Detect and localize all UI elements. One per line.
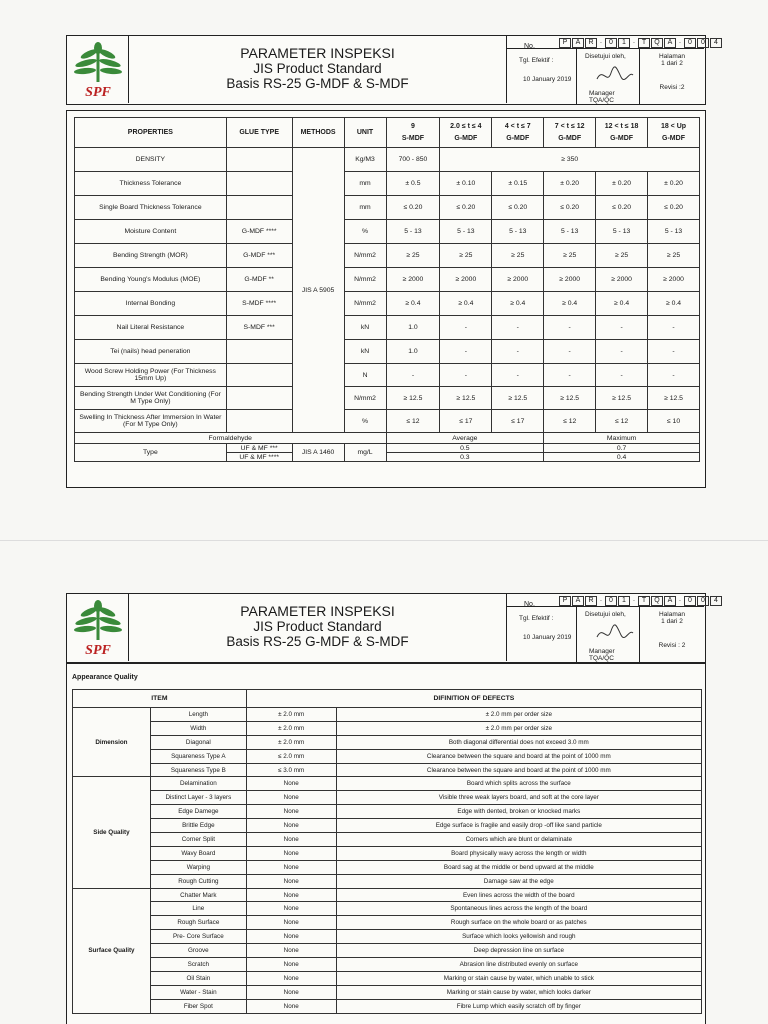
appearance-item: Distinct Layer - 3 layers bbox=[150, 791, 246, 805]
appearance-item: Rough Surface bbox=[150, 916, 246, 930]
spec-row bbox=[75, 268, 700, 292]
appearance-tolerance: None bbox=[246, 819, 336, 833]
appearance-header-row bbox=[73, 690, 702, 708]
spec-value: - bbox=[492, 316, 544, 340]
document-page-2 bbox=[0, 540, 768, 1024]
appearance-tolerance: None bbox=[246, 971, 336, 985]
spec-value: ≥ 12.5 bbox=[386, 387, 440, 410]
spec-value: ± 0.10 bbox=[440, 172, 492, 196]
spec-value: 5 - 13 bbox=[648, 220, 700, 244]
appearance-tolerance: None bbox=[246, 791, 336, 805]
spec-value: - bbox=[440, 340, 492, 364]
appearance-definition: Both diagonal differential does not exceed 3.0 mm bbox=[336, 735, 701, 749]
spec-value: ≤ 17 bbox=[492, 410, 544, 433]
spec-value: ≥ 2000 bbox=[648, 268, 700, 292]
spec-row bbox=[75, 364, 700, 387]
appearance-tolerance: None bbox=[246, 944, 336, 958]
appearance-definition: ± 2.0 mm per order size bbox=[336, 708, 701, 722]
appearance-definition: Deep depression line on surface bbox=[336, 944, 701, 958]
appearance-row bbox=[73, 749, 702, 763]
appearance-definition: Board physically wavy across the length or width bbox=[336, 846, 701, 860]
approved-by-label-2: Disetujui oleh, bbox=[585, 611, 626, 618]
appearance-item: Edge Damege bbox=[150, 805, 246, 819]
spec-value: ≤ 17 bbox=[440, 410, 492, 433]
spec-value: 5 - 13 bbox=[596, 220, 648, 244]
spec-value: - bbox=[596, 364, 648, 387]
doc-number-label-2: No. bbox=[524, 601, 535, 608]
spec-value: ≤ 10 bbox=[648, 410, 700, 433]
document-header-2 bbox=[66, 593, 718, 663]
spec-unit: N/mm2 bbox=[344, 268, 386, 292]
spec-table-frame bbox=[66, 110, 706, 488]
col-item: ITEM bbox=[73, 690, 247, 708]
spec-table bbox=[74, 117, 700, 462]
spec-property: Bending Strength (MOR) bbox=[75, 244, 227, 268]
appearance-row bbox=[73, 777, 702, 791]
spec-value: ≥ 12.5 bbox=[596, 387, 648, 410]
appearance-item: Brittle Edge bbox=[150, 819, 246, 833]
spec-value: ≤ 0.20 bbox=[440, 196, 492, 220]
appearance-definition: Even lines across the width of the board bbox=[336, 888, 701, 902]
spec-value: ≥ 0.4 bbox=[648, 292, 700, 316]
spec-value: ≥ 12.5 bbox=[544, 387, 596, 410]
formaldehyde-type: UF & MF **** bbox=[226, 453, 292, 462]
appearance-row bbox=[73, 916, 702, 930]
spec-unit: mm bbox=[344, 172, 386, 196]
spec-value: ≤ 0.20 bbox=[596, 196, 648, 220]
spec-row bbox=[75, 340, 700, 364]
spec-unit: kN bbox=[344, 316, 386, 340]
document-basis-2: Basis RS-25 G-MDF & S-MDF bbox=[226, 634, 409, 649]
appearance-row bbox=[73, 833, 702, 847]
appearance-tolerance: None bbox=[246, 874, 336, 888]
spec-property: Swelling In Thickness After Immersion In Water (For M Type Only) bbox=[75, 410, 227, 433]
spec-value: 5 - 13 bbox=[386, 220, 440, 244]
document-basis: Basis RS-25 G-MDF & S-MDF bbox=[226, 76, 409, 91]
appearance-row bbox=[73, 819, 702, 833]
appearance-definition: Abrasion line distributed evenly on surface bbox=[336, 958, 701, 972]
appearance-tolerance: None bbox=[246, 860, 336, 874]
company-logo bbox=[67, 36, 129, 103]
appearance-definition: Board sag at the middle or bend upward at the middle bbox=[336, 860, 701, 874]
spec-unit: mm bbox=[344, 196, 386, 220]
spec-value: ≥ 12.5 bbox=[440, 387, 492, 410]
appearance-definition: Corners which are blunt or delaminate bbox=[336, 833, 701, 847]
spec-value: - bbox=[492, 364, 544, 387]
appearance-item: Squareness Type B bbox=[150, 763, 246, 777]
col-methods: METHODS bbox=[292, 118, 344, 148]
appearance-item: Width bbox=[150, 721, 246, 735]
spec-value: ≥ 25 bbox=[596, 244, 648, 268]
spec-value: ≥ 2000 bbox=[386, 268, 440, 292]
spec-glue-type bbox=[226, 196, 292, 220]
appearance-definition: Edge surface is fragile and easily drop -off like sand particle bbox=[336, 819, 701, 833]
spec-unit: N bbox=[344, 364, 386, 387]
manager-label: Manager TQA/QC bbox=[589, 90, 615, 104]
spec-value: ≤ 0.20 bbox=[648, 196, 700, 220]
signature-icon-2 bbox=[595, 621, 635, 643]
appearance-row bbox=[73, 721, 702, 735]
spec-value: ≥ 25 bbox=[386, 244, 440, 268]
spec-value: - bbox=[544, 316, 596, 340]
col-glue-type: GLUE TYPE bbox=[226, 118, 292, 148]
spec-glue-type bbox=[226, 148, 292, 172]
spec-glue-type bbox=[226, 410, 292, 433]
appearance-tolerance: ± 2.0 mm bbox=[246, 735, 336, 749]
appearance-body bbox=[73, 708, 702, 1014]
spec-value: - bbox=[544, 340, 596, 364]
manager-label-2: Manager TQA/QC bbox=[589, 648, 615, 662]
spec-unit: N/mm2 bbox=[344, 387, 386, 410]
logo-text: SPF bbox=[85, 85, 111, 100]
appearance-row bbox=[73, 860, 702, 874]
formaldehyde-maximum: 0.4 bbox=[544, 453, 700, 462]
spec-value: ≤ 0.20 bbox=[492, 196, 544, 220]
spec-unit: Kg/M3 bbox=[344, 148, 386, 172]
appearance-item: Fiber Spot bbox=[150, 999, 246, 1013]
spec-value: - bbox=[596, 340, 648, 364]
doc-number-code: P A R . 0 1 . T Q A . 0 0 4 bbox=[559, 38, 723, 48]
page-label: Halaman bbox=[658, 53, 685, 60]
appearance-row bbox=[73, 930, 702, 944]
appearance-item: Delamination bbox=[150, 777, 246, 791]
appearance-frame bbox=[66, 663, 706, 1024]
document-subtitle-2: JIS Product Standard bbox=[253, 619, 382, 634]
doc-number-code-2: P A R . 0 1 . T Q A . 0 0 4 bbox=[559, 596, 723, 606]
appearance-row bbox=[73, 874, 702, 888]
spec-value: ≤ 12 bbox=[544, 410, 596, 433]
effective-date-label-2: Tgl. Efektif : bbox=[519, 615, 554, 622]
spec-value: 700 - 850 bbox=[386, 148, 440, 172]
spec-value: ≥ 0.4 bbox=[544, 292, 596, 316]
appearance-row bbox=[73, 888, 702, 902]
col-unit: UNIT bbox=[344, 118, 386, 148]
formaldehyde-unit: mg/L bbox=[344, 444, 386, 462]
formaldehyde-type: UF & MF *** bbox=[226, 444, 292, 453]
spec-property: Wood Screw Holding Power (For Thickness 15mm Up) bbox=[75, 364, 227, 387]
signature-icon bbox=[595, 63, 635, 85]
appearance-item: Water - Stain bbox=[150, 985, 246, 999]
spec-property: Single Board Thickness Tolerance bbox=[75, 196, 227, 220]
spec-glue-type: G-MDF ** bbox=[226, 268, 292, 292]
appearance-row bbox=[73, 985, 702, 999]
appearance-row bbox=[73, 791, 702, 805]
spec-value: - bbox=[648, 364, 700, 387]
revision-label: Revisi :2 bbox=[659, 84, 685, 91]
spec-unit: kN bbox=[344, 340, 386, 364]
spec-unit: % bbox=[344, 220, 386, 244]
spec-glue-type: S-MDF *** bbox=[226, 316, 292, 340]
spec-value: ≥ 2000 bbox=[492, 268, 544, 292]
spec-row bbox=[75, 172, 700, 196]
page-value: 1 dari 2 bbox=[661, 60, 683, 67]
spec-property: Bending Strength Under Wet Conditioning (For M Type Only) bbox=[75, 387, 227, 410]
appearance-definition: Marking or stain cause by water, which unable to stick bbox=[336, 971, 701, 985]
document-title-block-2 bbox=[129, 594, 507, 661]
appearance-item: Length bbox=[150, 708, 246, 722]
appearance-row bbox=[73, 763, 702, 777]
spec-glue-type: G-MDF **** bbox=[226, 220, 292, 244]
spec-value: ≥ 25 bbox=[648, 244, 700, 268]
appearance-definition: Surface which looks yellowish and rough bbox=[336, 930, 701, 944]
appearance-item: Rough Cutting bbox=[150, 874, 246, 888]
formaldehyde-header-row bbox=[75, 433, 700, 444]
appearance-item: Groove bbox=[150, 944, 246, 958]
document-header bbox=[66, 35, 718, 105]
appearance-tolerance: None bbox=[246, 777, 336, 791]
spec-method: JIS A 5905 bbox=[292, 148, 344, 433]
appearance-tolerance: None bbox=[246, 833, 336, 847]
document-title-block bbox=[129, 36, 507, 103]
appearance-item: Scratch bbox=[150, 958, 246, 972]
spec-row bbox=[75, 316, 700, 340]
spec-value: ± 0.20 bbox=[648, 172, 700, 196]
appearance-definition: ± 2.0 mm per order size bbox=[336, 721, 701, 735]
col-properties: PROPERTIES bbox=[75, 118, 227, 148]
appearance-row bbox=[73, 999, 702, 1013]
spec-row bbox=[75, 148, 700, 172]
spec-property: Bending Young's Modulus (MOE) bbox=[75, 268, 227, 292]
spec-value: ≥ 25 bbox=[492, 244, 544, 268]
spec-glue-type bbox=[226, 340, 292, 364]
page-label-2: Halaman bbox=[658, 611, 685, 618]
appearance-tolerance: None bbox=[246, 999, 336, 1013]
spec-header-row: PROPERTIES GLUE TYPE METHODS UNIT 9 S-MDF 2.0 ≤ t ≤ 4 G-MDF 4 < t ≤ 7 G-MDF 7 < t ≤ 12 G-MDF 12 < t ≤ 18 G-MDF 18 < Up G-MDF bbox=[75, 118, 700, 148]
spec-value: - bbox=[440, 364, 492, 387]
appearance-tolerance: None bbox=[246, 958, 336, 972]
appearance-definition: Rough surface on the whole board or as patches bbox=[336, 916, 701, 930]
logo-text-2: SPF bbox=[85, 643, 111, 658]
document-meta-2 bbox=[507, 594, 718, 662]
formaldehyde-maximum-label: Maximum bbox=[544, 433, 700, 444]
spec-property: Internal Bonding bbox=[75, 292, 227, 316]
appearance-item: Corner Split bbox=[150, 833, 246, 847]
spec-value: - bbox=[386, 364, 440, 387]
revision-label-2: Revisi : 2 bbox=[658, 642, 686, 649]
spec-row bbox=[75, 220, 700, 244]
spec-value: 1.0 bbox=[386, 340, 440, 364]
spec-property: Tei (nails) head peneration bbox=[75, 340, 227, 364]
appearance-tolerance: None bbox=[246, 846, 336, 860]
appearance-item: Line bbox=[150, 902, 246, 916]
formaldehyde-average: 0.5 bbox=[386, 444, 544, 453]
spec-glue-type bbox=[226, 387, 292, 410]
spec-value: 5 - 13 bbox=[440, 220, 492, 244]
appearance-tolerance: None bbox=[246, 902, 336, 916]
spec-value: ≥ 0.4 bbox=[440, 292, 492, 316]
appearance-tolerance: None bbox=[246, 805, 336, 819]
page-value-2: 1 dari 2 bbox=[661, 618, 683, 625]
appearance-definition: Clearance between the square and board at the point of 1000 mm bbox=[336, 749, 701, 763]
spec-value: 1.0 bbox=[386, 316, 440, 340]
spec-glue-type: S-MDF **** bbox=[226, 292, 292, 316]
spec-value: - bbox=[492, 340, 544, 364]
spec-glue-type bbox=[226, 172, 292, 196]
spec-value: ≥ 0.4 bbox=[596, 292, 648, 316]
spec-unit: % bbox=[344, 410, 386, 433]
company-logo-2 bbox=[67, 594, 129, 661]
spec-value: 5 - 13 bbox=[544, 220, 596, 244]
appearance-tolerance: None bbox=[246, 916, 336, 930]
appearance-item: Oil Stain bbox=[150, 971, 246, 985]
appearance-item: Squareness Type A bbox=[150, 749, 246, 763]
approved-by-label: Disetujui oleh, bbox=[585, 53, 626, 60]
appearance-definition: Clearance between the square and board at the point of 1000 mm bbox=[336, 763, 701, 777]
spec-value: ≥ 350 bbox=[440, 148, 700, 172]
formaldehyde-average-label: Average bbox=[386, 433, 544, 444]
appearance-caption: Appearance Quality bbox=[72, 674, 138, 681]
effective-date: 10 January 2019 bbox=[523, 76, 572, 83]
document-meta bbox=[507, 36, 718, 104]
spec-value: - bbox=[648, 340, 700, 364]
appearance-item: Chatter Mark bbox=[150, 888, 246, 902]
appearance-table bbox=[72, 689, 702, 1014]
appearance-tolerance: ± 2.0 mm bbox=[246, 721, 336, 735]
document-subtitle: JIS Product Standard bbox=[253, 61, 382, 76]
appearance-definition: Fibre Lump which easily scratch off by finger bbox=[336, 999, 701, 1013]
spec-value: ≥ 25 bbox=[544, 244, 596, 268]
spec-value: ≥ 2000 bbox=[544, 268, 596, 292]
formaldehyde-label: Formaldehyde bbox=[75, 433, 387, 444]
spec-unit: N/mm2 bbox=[344, 292, 386, 316]
spec-value: ≤ 12 bbox=[596, 410, 648, 433]
spec-row bbox=[75, 410, 700, 433]
appearance-definition: Spontaneous lines across the length of the board bbox=[336, 902, 701, 916]
spec-value: 5 - 13 bbox=[492, 220, 544, 244]
spec-row bbox=[75, 244, 700, 268]
formaldehyde-row bbox=[75, 444, 700, 453]
spec-value: ≥ 25 bbox=[440, 244, 492, 268]
effective-date-2: 10 January 2019 bbox=[523, 634, 572, 641]
spec-value: ± 0.20 bbox=[596, 172, 648, 196]
spec-value: ≤ 12 bbox=[386, 410, 440, 433]
appearance-tolerance: None bbox=[246, 888, 336, 902]
spec-row bbox=[75, 387, 700, 410]
spec-value: ≥ 0.4 bbox=[492, 292, 544, 316]
appearance-row bbox=[73, 735, 702, 749]
appearance-item: Diagonal bbox=[150, 735, 246, 749]
spec-value: - bbox=[596, 316, 648, 340]
spec-row bbox=[75, 292, 700, 316]
spec-value: ± 0.5 bbox=[386, 172, 440, 196]
document-title-2: PARAMETER INSPEKSI bbox=[240, 603, 395, 619]
appearance-tolerance: None bbox=[246, 985, 336, 999]
appearance-row bbox=[73, 944, 702, 958]
spec-value: ≥ 2000 bbox=[440, 268, 492, 292]
spec-glue-type bbox=[226, 364, 292, 387]
appearance-definition: Edge with dented, broken or knocked marks bbox=[336, 805, 701, 819]
formaldehyde-average: 0.3 bbox=[386, 453, 544, 462]
spec-value: ≥ 12.5 bbox=[492, 387, 544, 410]
appearance-group: Dimension bbox=[73, 708, 151, 777]
spec-value: ± 0.15 bbox=[492, 172, 544, 196]
appearance-group: Side Quality bbox=[73, 777, 151, 888]
appearance-definition: Visible three weak layers board, and soft at the core layer bbox=[336, 791, 701, 805]
spec-value: ≥ 2000 bbox=[596, 268, 648, 292]
appearance-item: Wavy Board bbox=[150, 846, 246, 860]
col-definition: DIFINITION OF DEFECTS bbox=[246, 690, 701, 708]
spec-property: Nail Literal Resistance bbox=[75, 316, 227, 340]
appearance-tolerance: ± 2.0 mm bbox=[246, 708, 336, 722]
spec-value: ± 0.20 bbox=[544, 172, 596, 196]
spec-value: ≤ 0.20 bbox=[544, 196, 596, 220]
appearance-row bbox=[73, 902, 702, 916]
spec-property: Moisture Content bbox=[75, 220, 227, 244]
effective-date-label: Tgl. Efektif : bbox=[519, 57, 554, 64]
appearance-row bbox=[73, 971, 702, 985]
spec-value: ≥ 12.5 bbox=[648, 387, 700, 410]
formaldehyde-method: JIS A 1460 bbox=[292, 444, 344, 462]
spec-value: - bbox=[440, 316, 492, 340]
appearance-item: Warping bbox=[150, 860, 246, 874]
appearance-row bbox=[73, 708, 702, 722]
spec-value: ≥ 0.4 bbox=[386, 292, 440, 316]
appearance-row bbox=[73, 846, 702, 860]
spec-property: DENSITY bbox=[75, 148, 227, 172]
appearance-tolerance: ≤ 3.0 mm bbox=[246, 763, 336, 777]
appearance-group: Surface Quality bbox=[73, 888, 151, 1013]
appearance-row bbox=[73, 958, 702, 972]
spec-value: - bbox=[648, 316, 700, 340]
appearance-definition: Damage saw at the edge bbox=[336, 874, 701, 888]
appearance-definition: Marking or stain cause by water, which looks darker bbox=[336, 985, 701, 999]
appearance-item: Pre- Core Surface bbox=[150, 930, 246, 944]
spec-row bbox=[75, 196, 700, 220]
appearance-row bbox=[73, 805, 702, 819]
spec-property: Thickness Tolerance bbox=[75, 172, 227, 196]
appearance-tolerance: None bbox=[246, 930, 336, 944]
spec-value: - bbox=[544, 364, 596, 387]
spec-body bbox=[75, 148, 700, 462]
appearance-tolerance: ≤ 2.0 mm bbox=[246, 749, 336, 763]
appearance-definition: Board which splits across the surface bbox=[336, 777, 701, 791]
spec-value: ≤ 0.20 bbox=[386, 196, 440, 220]
spec-glue-type: G-MDF *** bbox=[226, 244, 292, 268]
formaldehyde-type-label: Type bbox=[75, 444, 227, 462]
spec-unit: N/mm2 bbox=[344, 244, 386, 268]
doc-number-label: No. bbox=[524, 43, 535, 50]
formaldehyde-maximum: 0.7 bbox=[544, 444, 700, 453]
document-title: PARAMETER INSPEKSI bbox=[240, 45, 395, 61]
